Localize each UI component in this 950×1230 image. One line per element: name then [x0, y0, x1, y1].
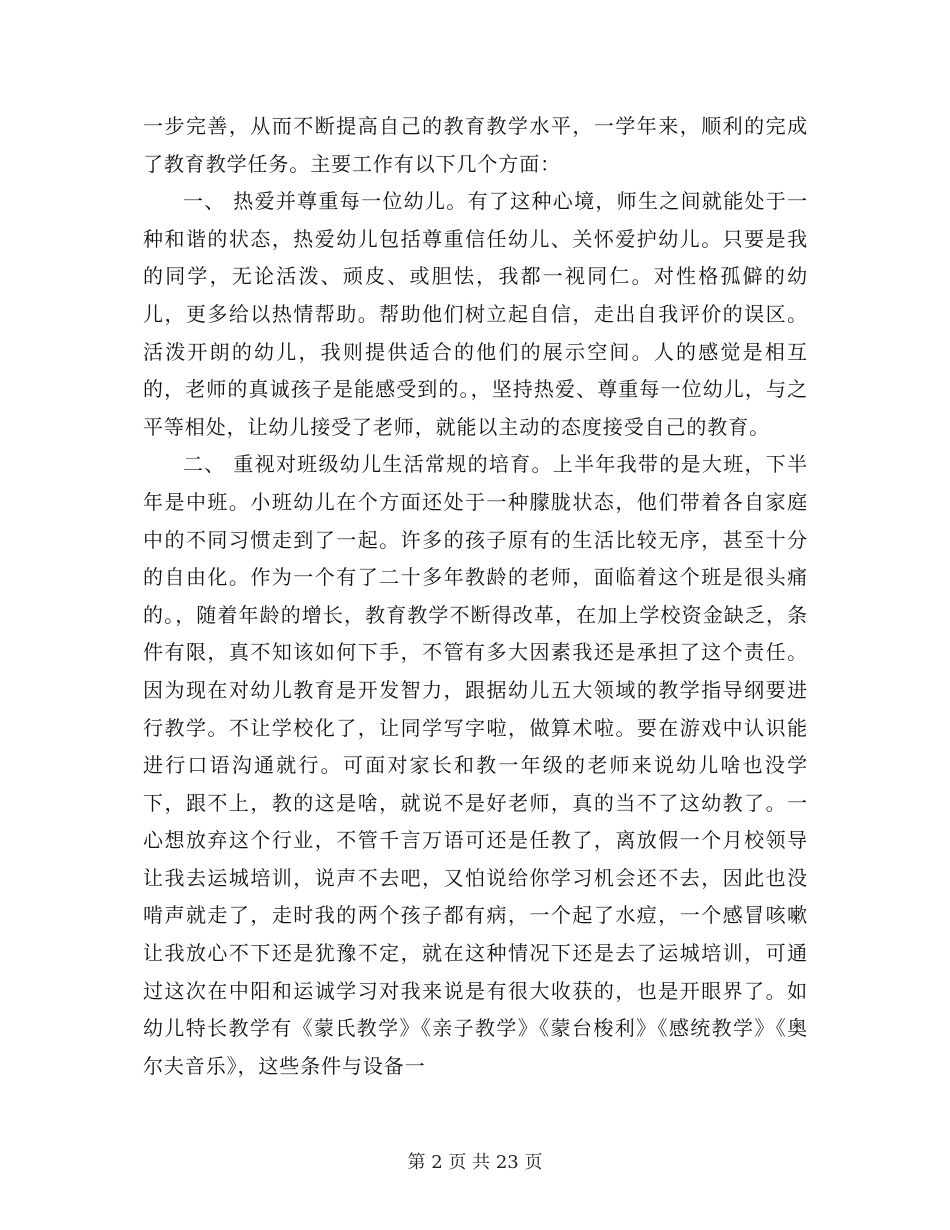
paragraph-section-two: 二、 重视对班级幼儿生活常规的培育。上半年我带的是大班，下半年是中班。小班幼儿在个方面还处于一种朦胧状态，他们带着各自家庭中的不同习惯走到了一起。许多的孩子原有的生活比较无序，甚至十分的自由化。作为一个有了二十多年教龄的老师，面临着这个班是很头痛的。，随着年龄的增长，教育教学不断得改革，在加上学校资金缺乏，条件有限，真不知该如何下手，不管有多大因素我还是承担了这个责任。因为现在对幼儿教育是开发智力，跟据幼儿五大领域的教学指导纲要进行教学。不让学校化了，让同学写字啦，做算术啦。要在游戏中认识能进行口语沟通就行。可面对家长和教一年级的老师来说幼儿啥也没学下，跟不上，教的这是啥，就说不是好老师，真的当不了这幼教了。一心想放弃这个行业，不管千言万语可还是任教了，离放假一个月校领导让我去运城培训，说声不去吧，又怕说给你学习机会还不去，因此也没啃声就走了，走时我的两个孩子都有病，一个起了水痘，一个感冒咳嗽让我放心不下还是犹豫不定，就在这种情况下还是去了运城培训，可通过这次在中阳和运诚学习对我来说是有很大收获的，也是开眼界了。如幼儿特长教学有《蒙氏教学》《亲子教学》《蒙台梭利》《感统教学》《奥尔夫音乐》，这些条件与设备一 — [143, 452, 808, 1078]
paragraph-section-one: 一、 热爱并尊重每一位幼儿。有了这种心境，师生之间就能处于一种和谐的状态，热爱幼儿包括尊重信任幼儿、关怀爱护幼儿。只要是我的同学，无论活泼、顽皮、或胆怯，我都一视同仁。对性格孤僻的幼儿，更多给以热情帮助。帮助他们树立起自信，走出自我评价的误区。活泼开朗的幼儿，我则提供适合的他们的展示空间。人的感觉是相互的，老师的真诚孩子是能感受到的。，坚持热爱、尊重每一位幼儿，与之平等相处，让幼儿接受了老师，就能以主动的态度接受自己的教育。 — [143, 189, 808, 439]
page-footer: 第 2 页 共 23 页 — [407, 1152, 543, 1173]
paragraph-continuation: 一步完善，从而不断提高自己的教育教学水平，一学年来，顺利的完成了教育教学任务。主要工作有以下几个方面： — [143, 114, 808, 176]
document-body — [143, 108, 808, 1085]
